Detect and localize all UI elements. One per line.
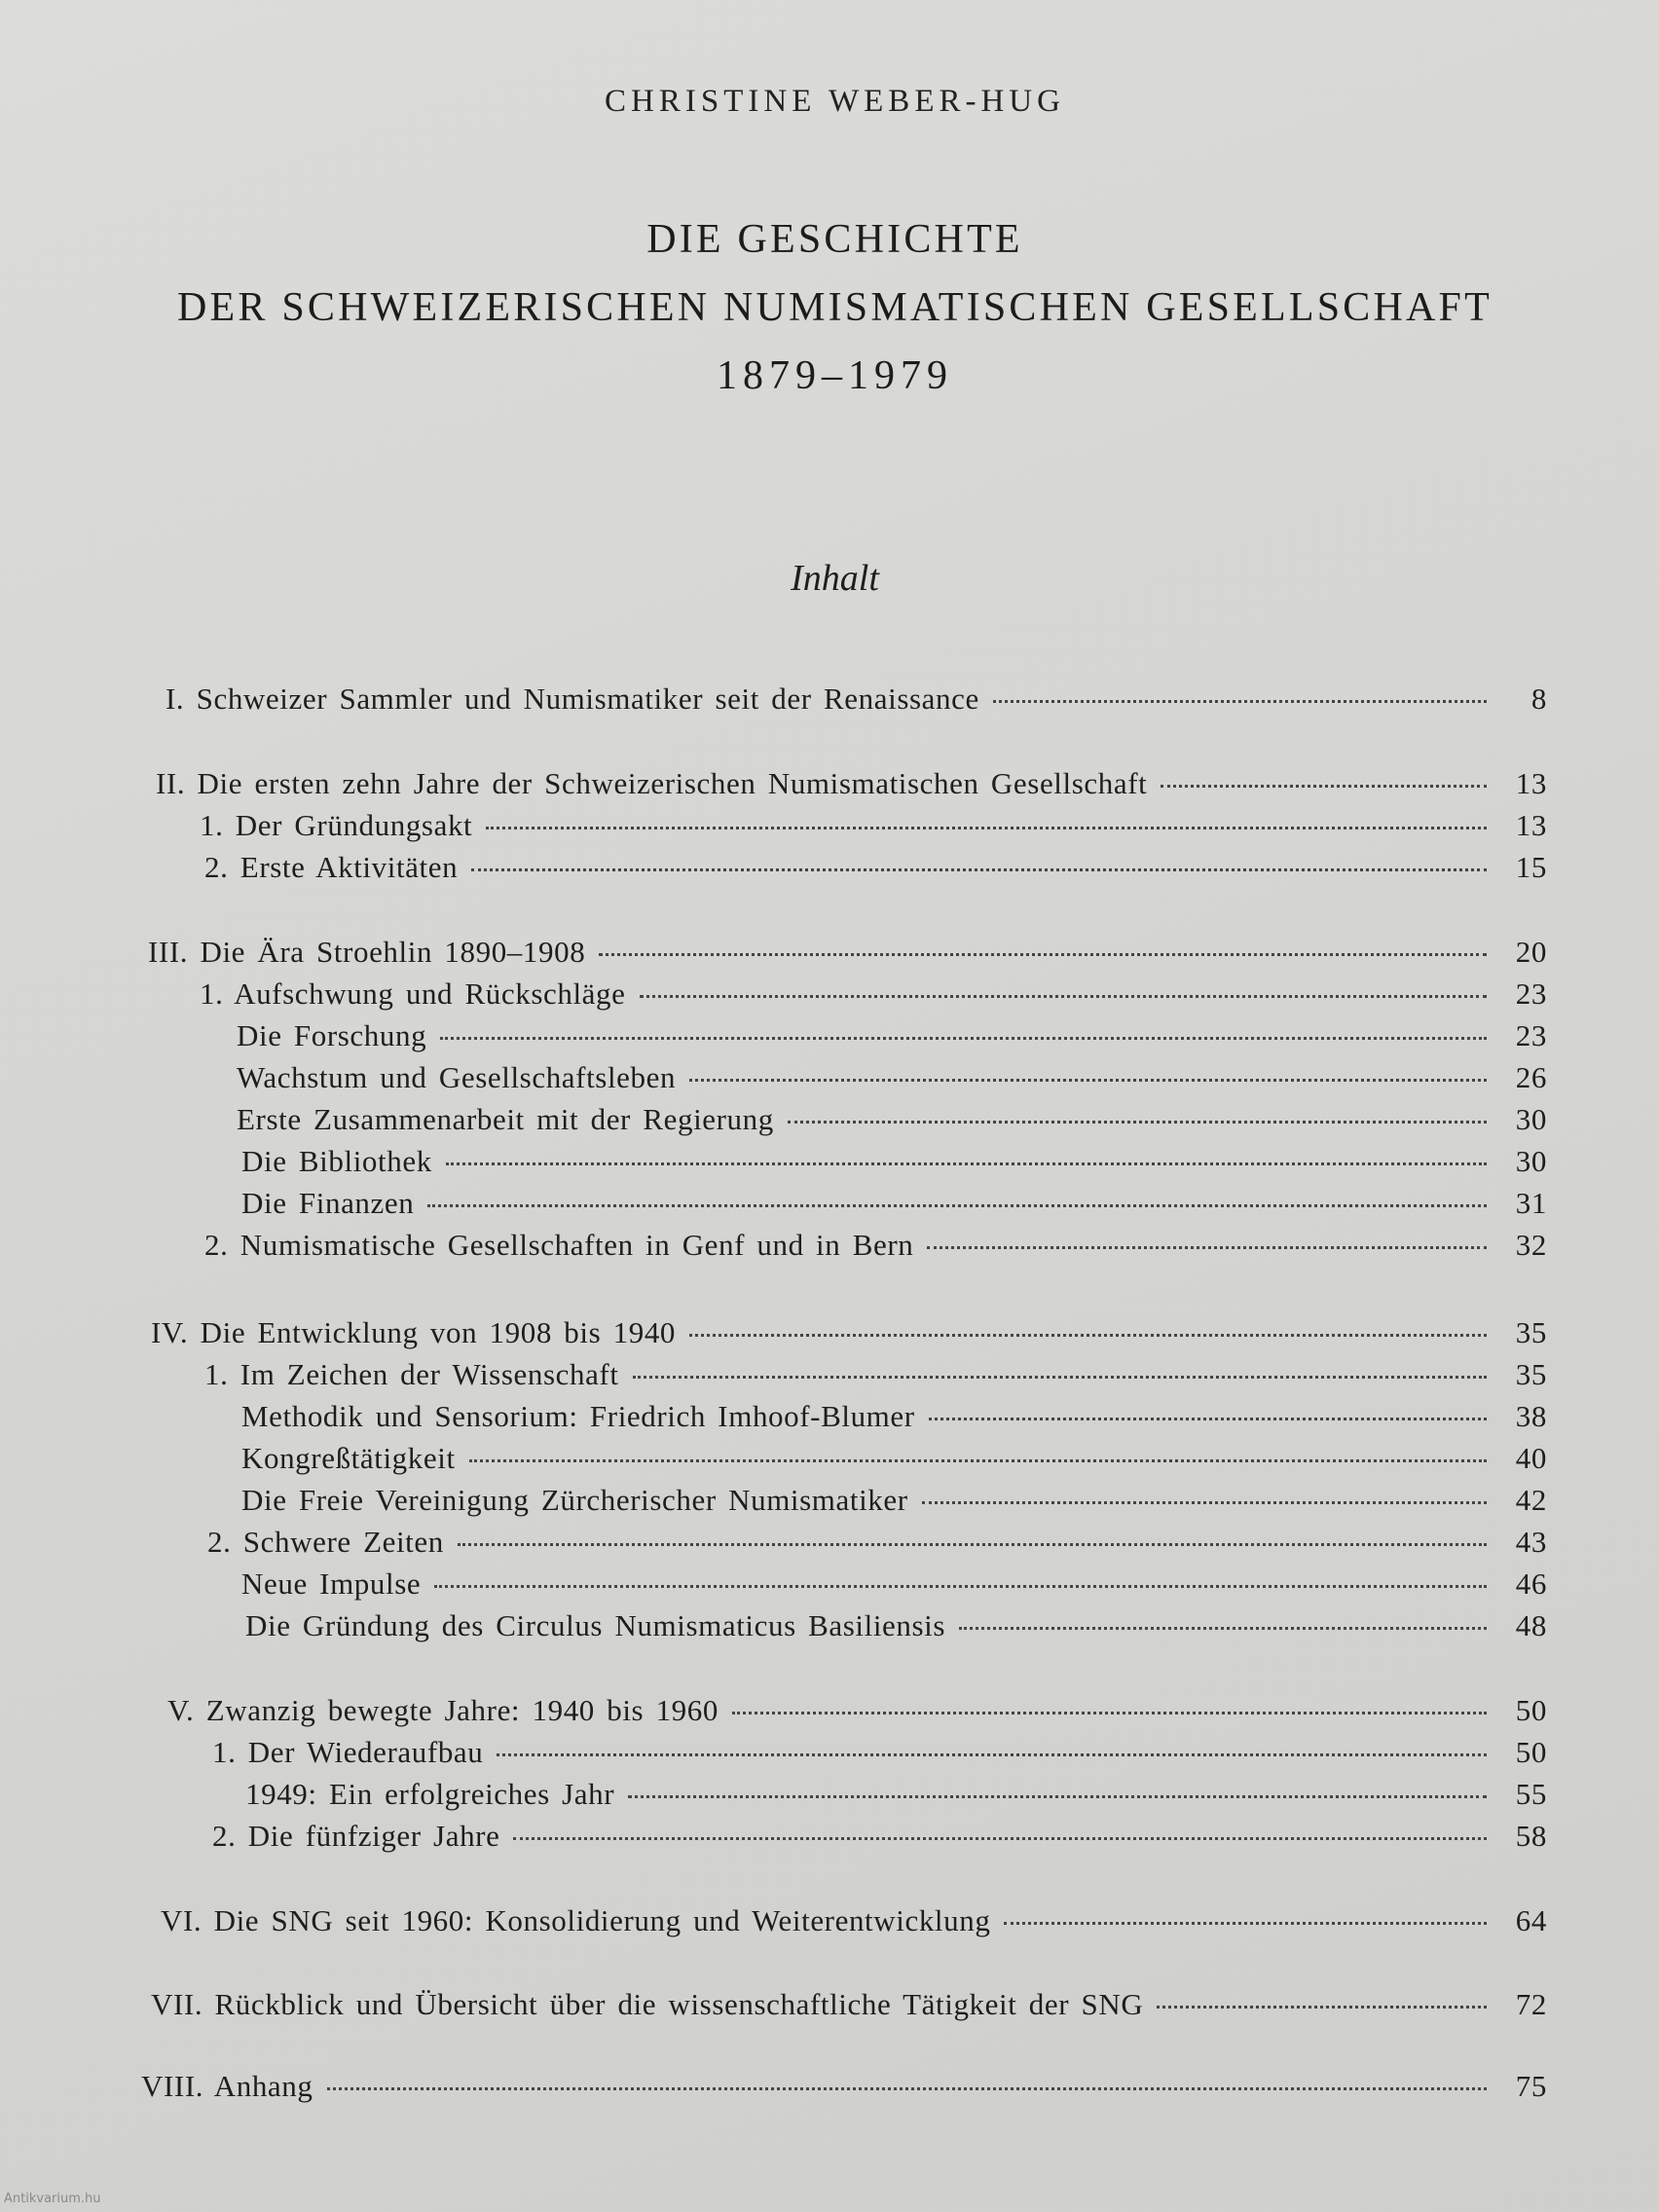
toc-entry-page: 43 xyxy=(1515,1525,1547,1559)
title-years: 1879–1979 xyxy=(717,353,953,398)
toc-entry-label: I. Schweizer Sammler und Numismatiker seit der Renaissance xyxy=(166,682,979,716)
dot-leader xyxy=(1157,2006,1487,2009)
toc-entry-page: 55 xyxy=(1515,1777,1547,1811)
dot-leader xyxy=(513,1837,1487,1840)
toc-entry-chapter-4 xyxy=(151,1315,1547,1350)
toc-entry-page: 26 xyxy=(1515,1060,1547,1094)
toc-entry-section xyxy=(204,1357,1547,1392)
toc-entry-subsection xyxy=(241,1441,1547,1476)
toc-entry-label: Die Finanzen xyxy=(241,1186,415,1220)
toc-entry-page: 64 xyxy=(1515,1903,1547,1937)
toc-entry-label: VII. Rückblick und Übersicht über die wissenschaftliche Tätigkeit der SNG xyxy=(151,1987,1144,2021)
toc-entry-section xyxy=(204,850,1547,885)
dot-leader xyxy=(993,700,1487,703)
toc-entry-label: Methodik und Sensorium: Friedrich Imhoof-Blumer xyxy=(241,1399,915,1433)
dot-leader xyxy=(689,1334,1487,1337)
toc-entry-page: 35 xyxy=(1515,1315,1547,1349)
toc-entry-subsection xyxy=(241,1399,1547,1434)
toc-entry-page: 40 xyxy=(1515,1441,1547,1475)
toc-entry-chapter-2 xyxy=(156,766,1547,801)
toc-entry-page: 23 xyxy=(1515,977,1547,1011)
dot-leader xyxy=(427,1204,1487,1207)
toc-entry-section xyxy=(200,977,1547,1012)
dot-leader xyxy=(689,1079,1487,1082)
toc-entry-chapter-8 xyxy=(141,2069,1547,2104)
dot-leader xyxy=(788,1121,1487,1124)
toc-entry-page: 31 xyxy=(1515,1186,1547,1220)
dot-leader xyxy=(599,953,1487,956)
dot-leader xyxy=(469,1459,1487,1462)
dot-leader xyxy=(732,1712,1487,1714)
toc-entry-page: 46 xyxy=(1515,1567,1547,1601)
toc-entry-page: 20 xyxy=(1515,935,1547,969)
toc-entry-section xyxy=(204,1228,1547,1263)
title-line-2: DER SCHWEIZERISCHEN NUMISMATISCHEN GESELLSCHAFT xyxy=(177,285,1493,330)
toc-entry-page: 13 xyxy=(1515,808,1547,842)
toc-entry-page: 48 xyxy=(1515,1608,1547,1642)
toc-entry-label: Die Gründung des Circulus Numismaticus Basiliensis xyxy=(245,1608,946,1642)
dot-leader xyxy=(1004,1922,1487,1925)
toc-entry-subsection xyxy=(241,1144,1547,1179)
toc-entry-label: 1. Im Zeichen der Wissenschaft xyxy=(204,1357,619,1391)
dot-leader xyxy=(446,1162,1487,1165)
dot-leader xyxy=(497,1753,1487,1756)
toc-entry-label: 2. Schwere Zeiten xyxy=(207,1525,444,1559)
toc-entry-label: 1. Aufschwung und Rückschläge xyxy=(200,977,626,1011)
toc-entry-chapter-5 xyxy=(167,1693,1547,1728)
toc-entry-label: VIII. Anhang xyxy=(141,2069,313,2103)
dot-leader xyxy=(486,827,1487,830)
toc-entry-page: 13 xyxy=(1515,766,1547,800)
toc-entry-label: IV. Die Entwicklung von 1908 bis 1940 xyxy=(151,1315,677,1349)
toc-entry-page: 50 xyxy=(1515,1693,1547,1727)
toc-entry-page: 30 xyxy=(1515,1144,1547,1178)
dot-leader xyxy=(458,1543,1487,1546)
toc-entry-subsection xyxy=(241,1186,1547,1221)
dot-leader xyxy=(471,868,1487,871)
toc-entry-section xyxy=(212,1819,1547,1854)
dot-leader xyxy=(434,1585,1487,1588)
toc-entry-page: 15 xyxy=(1515,850,1547,884)
toc-entry-page: 50 xyxy=(1515,1735,1547,1769)
toc-entry-label: 1949: Ein erfolgreiches Jahr xyxy=(245,1777,615,1811)
toc-heading: Inhalt xyxy=(791,558,879,599)
title-line-1: DIE GESCHICHTE xyxy=(646,217,1023,262)
toc-entry-subsection xyxy=(237,1018,1547,1053)
toc-entry-subsection xyxy=(245,1777,1547,1812)
toc-entry-chapter-6 xyxy=(161,1903,1547,1938)
toc-entry-label: 2. Numismatische Gesellschaften in Genf und in Bern xyxy=(204,1228,914,1262)
toc-entry-label: Wachstum und Gesellschaftsleben xyxy=(237,1060,677,1094)
toc-entry-label: Die Freie Vereinigung Zürcherischer Numismatiker xyxy=(241,1483,908,1517)
toc-entry-subsection xyxy=(237,1102,1547,1137)
toc-entry-page: 72 xyxy=(1515,1987,1547,2021)
author-name: CHRISTINE WEBER-HUG xyxy=(605,84,1065,119)
toc-entry-chapter-3 xyxy=(148,935,1547,970)
toc-entry-section xyxy=(212,1735,1547,1770)
toc-entry-label: III. Die Ära Stroehlin 1890–1908 xyxy=(148,935,586,969)
dot-leader xyxy=(927,1246,1487,1249)
toc-entry-section xyxy=(200,808,1547,843)
watermark: Antikvarium.hu xyxy=(4,2192,101,2206)
dot-leader xyxy=(959,1627,1487,1630)
toc-entry-label: Neue Impulse xyxy=(241,1567,422,1601)
dot-leader xyxy=(929,1418,1487,1420)
toc-entry-section xyxy=(207,1525,1547,1560)
toc-entry-subsection xyxy=(245,1608,1547,1643)
toc-entry-page: 35 xyxy=(1515,1357,1547,1391)
toc-entry-subsection xyxy=(241,1567,1547,1602)
toc-entry-page: 30 xyxy=(1515,1102,1547,1136)
toc-entry-label: VI. Die SNG seit 1960: Konsolidierung und Weiterentwicklung xyxy=(161,1903,991,1937)
toc-entry-page: 75 xyxy=(1515,2069,1547,2103)
toc-entry-page: 58 xyxy=(1515,1819,1547,1853)
dot-leader xyxy=(922,1501,1487,1504)
toc-entry-page: 42 xyxy=(1515,1483,1547,1517)
toc-entry-label: V. Zwanzig bewegte Jahre: 1940 bis 1960 xyxy=(167,1693,719,1727)
toc-entry-chapter-1 xyxy=(166,682,1547,717)
toc-entry-label: Die Forschung xyxy=(237,1018,427,1052)
dot-leader xyxy=(327,2087,1488,2090)
toc-entry-chapter-7 xyxy=(151,1987,1547,2022)
toc-entry-label: 1. Der Gründungsakt xyxy=(200,808,473,842)
dot-leader xyxy=(628,1795,1487,1798)
toc-entry-label: Kongreßtätigkeit xyxy=(241,1441,456,1475)
toc-entry-subsection xyxy=(241,1483,1547,1518)
dot-leader xyxy=(640,995,1487,998)
toc-entry-page: 8 xyxy=(1530,682,1547,716)
toc-entry-label: 2. Die fünfziger Jahre xyxy=(212,1819,500,1853)
toc-entry-page: 32 xyxy=(1515,1228,1547,1262)
toc-entry-label: 1. Der Wiederaufbau xyxy=(212,1735,484,1769)
dot-leader xyxy=(1161,785,1487,788)
toc-entry-label: Die Bibliothek xyxy=(241,1144,432,1178)
toc-entry-label: Erste Zusammenarbeit mit der Regierung xyxy=(237,1102,774,1136)
toc-entry-label: II. Die ersten zehn Jahre der Schweizerischen Numismatischen Gesellschaft xyxy=(156,766,1148,800)
toc-entry-label: 2. Erste Aktivitäten xyxy=(204,850,459,884)
dot-leader xyxy=(633,1376,1487,1379)
toc-entry-page: 23 xyxy=(1515,1018,1547,1052)
dot-leader xyxy=(440,1037,1487,1040)
toc-entry-subsection xyxy=(237,1060,1547,1095)
toc-entry-page: 38 xyxy=(1515,1399,1547,1433)
